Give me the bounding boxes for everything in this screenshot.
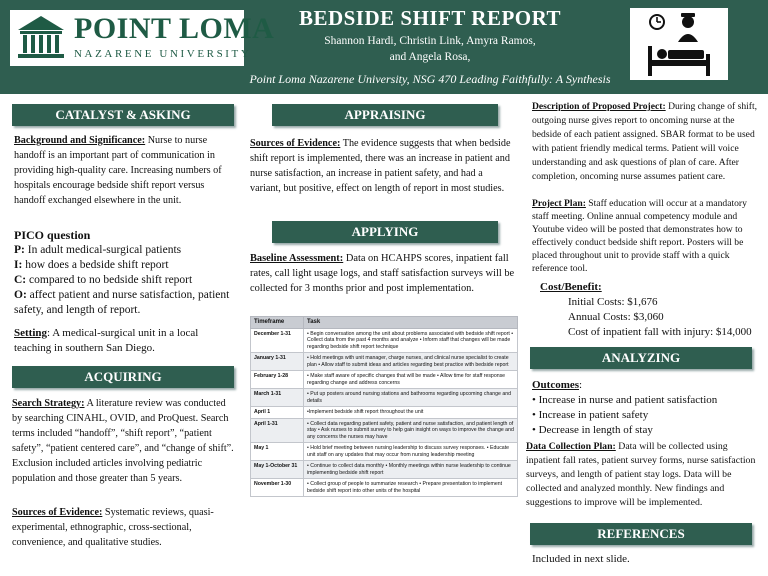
project-description-text: During change of shift, outgoing nurse gives report to oncoming nurse at the bedside of each patient assigned. SBAR format to be used with patient friendly medical terms. Patient will voice understanding and ask questions of plan of care. After completion, oncoming nurse assumes patient care. (532, 101, 758, 182)
left-sources-label: Sources of Evidence: (12, 507, 103, 518)
table-row: April 1 •Implement bedside shift report throughout the unit (251, 407, 518, 419)
table-row: May 1 • Hold brief meeting between nursing leadership to discuss survey responses. • Educate unit staff on any updates that may occur from nursing leadership meeting (251, 443, 518, 461)
outcomes-section: Outcomes: • Increase in nurse and patient satisfaction • Increase in patient safety • Decrease in length of stay (532, 378, 758, 438)
table-header-row (251, 317, 518, 329)
task-header: Task (304, 317, 518, 329)
table-row: February 1-28 • Make staff aware of specific changes that will be made • Allow time for staff response regarding change and address concerns (251, 371, 518, 389)
initial-costs: Initial Costs: $1,676 (568, 296, 658, 308)
pico-c: C: compared to no bedside shift report (14, 274, 193, 286)
left-sources-section (12, 505, 238, 550)
poster-title: BEDSIDE SHIFT REPORT (298, 6, 562, 30)
references-text: Included in next slide. (532, 553, 630, 565)
outcomes-label: Outcomes (532, 379, 580, 391)
university-building-icon (16, 14, 66, 62)
search-strategy-text: A literature review was conducted by searching CINAHL, OVID, and ProQuest. Search terms included “handoff”, “shift report”, “patient safety”, “patient centered care”, and “change of shift”. Exclusion included articles involving pediatric population and those greater than 5 years. (12, 398, 234, 484)
project-plan-label: Project Plan: (532, 198, 586, 209)
table-row: January 1-31 • Hold meetings with unit manager, charge nurses, and clinical nurse specialist to create plan • Allow staff to submit ideas and articles regarding best practice with bedside report (251, 353, 518, 371)
authors-line-2: and Angela Rosa, (389, 51, 471, 63)
background-section (14, 133, 236, 208)
table-row: December 1-31 • Begin conversation among the unit about problems associated with bedside shift report • Collect data from the past 4 months and analyze • Inform staff that changes will be made regarding bedside shift report technique (251, 328, 518, 353)
appraising-sources-label: Sources of Evidence: (250, 138, 341, 149)
outcome-item: • Decrease in length of stay (532, 424, 653, 436)
data-collection-section (526, 440, 758, 510)
pico-title: PICO question (14, 228, 91, 242)
pico-p: P: In adult medical-surgical patients (14, 244, 182, 256)
cost-benefit-section (540, 280, 760, 340)
appraising-section (250, 136, 516, 196)
project-plan-text: Staff education will occur at a mandatory staff meeting. Online annual competency module and Youtube video will be posted that demonstrates how to effectively conduct bedside shift report. Posters will be placed throughout unit to provide staff with a quick reference tool. (532, 198, 747, 274)
bedside-nurse-icon (630, 8, 728, 80)
baseline-section (250, 251, 516, 296)
left-sources-text: Systematic reviews, quasi-experimental, ethnographic, cross-sectional, convenience, and qualitative studies. (12, 507, 214, 548)
setting-text: : A medical-surgical unit in a local teaching in southern San Diego. (14, 327, 199, 354)
cost-benefit-label: Cost/Benefit: (540, 281, 602, 293)
table-row: November 1-30 • Collect group of people to summarize research • Prepare presentation to implement bedside shift report into other units of the hospital (251, 479, 518, 497)
authors-line-1: Shannon Hardi, Christin Link, Amyra Ramos, (324, 35, 536, 47)
table-row: April 1-31 • Collect data regarding patient safety, patient and nurse satisfaction, and patient length of stay • Ask nurses to submit survey to help gain insight on ways to improve the change and any concerns the nurses may have (251, 418, 518, 443)
timeline-table (250, 316, 518, 497)
pico-section (14, 228, 238, 318)
annual-costs: Annual Costs: $3,060 (568, 311, 664, 323)
background-text: Nurse to nurse handoff is an important part of communication in providing high-quality care. Increasing numbers of hospitals encourage bedside shift report versus handoff exchanged elsewhere in the unit. (14, 135, 222, 206)
analyzing-banner: ANALYZING (530, 347, 752, 369)
setting-label: Setting (14, 327, 47, 339)
authors (280, 33, 580, 65)
project-plan-section (532, 197, 758, 275)
logo-wordmark: POINT LOMA (74, 12, 275, 45)
outcome-item: • Increase in patient safety (532, 409, 649, 421)
baseline-text: Data on HCAHPS scores, inpatient fall rates, call light usage logs, and staff satisfaction surveys will be collected for 3 months prior and post implementation. (250, 253, 515, 294)
table-row: May 1-October 31 • Continue to collect data monthly • Monthly meetings within nurse leadership to continue implementing bedside shift report (251, 461, 518, 479)
appraising-sources-text: The evidence suggests that when bedside shift report is implemented, there was an increase in patient and nurse satisfaction, an increase in patient safety, and had a variant, but positive, effect on length of report in most studies. (250, 138, 511, 194)
table-row: March 1-31 • Put up posters around nursing stations and bathrooms regarding upcoming change and details (251, 389, 518, 407)
timeframe-header: Timeframe (251, 317, 304, 329)
fall-cost: Cost of inpatient fall with injury: $14,000 (568, 326, 752, 338)
outcome-item: • Increase in nurse and patient satisfaction (532, 394, 718, 406)
appraising-banner: APPRAISING (272, 104, 498, 126)
logo-subtitle: NAZARENE UNIVERSITY (74, 48, 252, 60)
background-label: Background and Significance: (14, 135, 146, 146)
search-strategy-label: Search Strategy: (12, 398, 85, 409)
project-description-label: Description of Proposed Project: (532, 101, 666, 112)
poster-header (0, 0, 768, 94)
references-banner: REFERENCES (530, 523, 752, 545)
data-collection-text: Data will be collected using inpatient fall rates, patient survey forms, nurse satisfaction surveys, and length of patient stay logs. Data will be collected and analyzed monthly. New findings and suggestions to improve will be implemented. (526, 441, 756, 508)
catalyst-asking-banner: CATALYST & ASKING (12, 104, 234, 126)
data-collection-label: Data Collection Plan: (526, 441, 616, 452)
applying-banner: APPLYING (272, 221, 498, 243)
baseline-label: Baseline Assessment: (250, 253, 344, 264)
project-description-section (532, 100, 758, 184)
pico-i: I: how does a bedside shift report (14, 259, 169, 271)
university-logo (10, 10, 275, 66)
pico-o: O: affect patient and nurse satisfaction, patient safety, and length of report. (14, 289, 230, 316)
affiliation: Point Loma Nazarene University, NSG 470 Leading Faithfully: A Synthesis (249, 72, 611, 86)
setting-section (14, 326, 236, 356)
search-strategy-section (12, 396, 238, 486)
acquiring-banner: ACQUIRING (12, 366, 234, 388)
